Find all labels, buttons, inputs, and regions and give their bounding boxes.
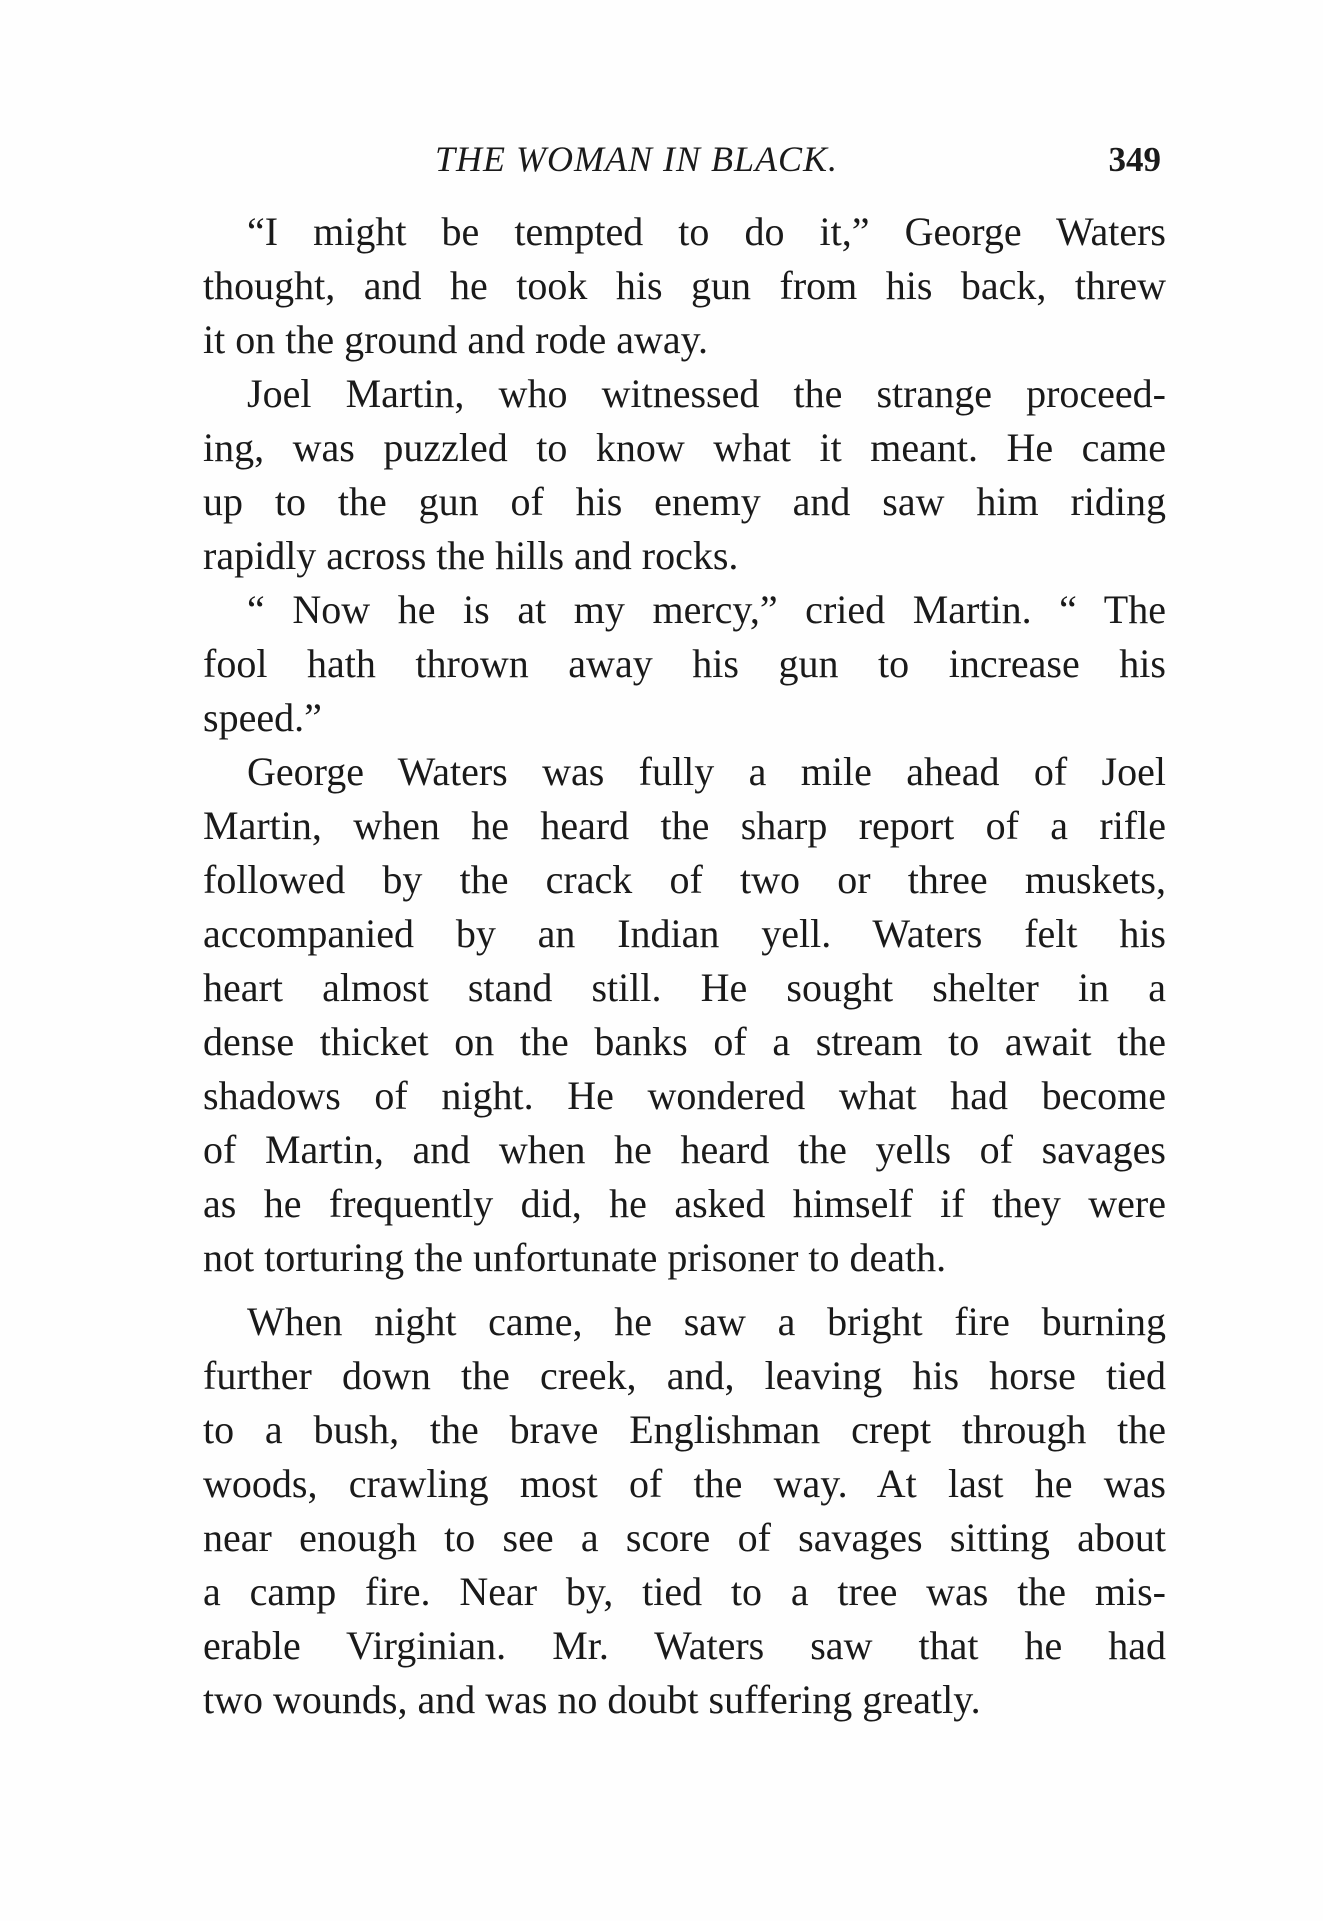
text-line: speed.” (203, 695, 322, 740)
text-line: two wounds, and was no doubt suffering greatly. (203, 1677, 981, 1722)
paragraph-3 (203, 583, 1166, 745)
text-line: accompanied by an Indian yell. Waters felt his (203, 911, 1166, 956)
text-line: woods, crawling most of the way. At last he was (203, 1461, 1166, 1506)
text-line: further down the creek, and, leaving his horse tied (203, 1353, 1166, 1398)
text-line: Joel Martin, who witnessed the strange proceed- (247, 371, 1166, 416)
text-line: to a bush, the brave Englishman crept through the (203, 1407, 1166, 1452)
text-line: ing, was puzzled to know what it meant. He came (203, 425, 1166, 470)
text-line: followed by the crack of two or three muskets, (203, 857, 1166, 902)
text-line: heart almost stand still. He sought shelter in a (203, 965, 1166, 1010)
running-head (205, 138, 1165, 188)
running-title: THE WOMAN IN BLACK. (435, 139, 839, 179)
paragraph-2 (203, 367, 1166, 583)
text-line: “I might be tempted to do it,” George Waters (247, 209, 1166, 254)
text-line: rapidly across the hills and rocks. (203, 533, 739, 578)
text-line: of Martin, and when he heard the yells of savages (203, 1127, 1166, 1172)
text-line: near enough to see a score of savages sitting about (203, 1515, 1166, 1560)
paragraph-5 (203, 1295, 1166, 1727)
text-line: a camp fire. Near by, tied to a tree was the mis- (203, 1569, 1166, 1614)
text-line: Martin, when he heard the sharp report of a rifle (203, 803, 1166, 848)
page-number: 349 (1108, 140, 1161, 179)
text-line: dense thicket on the banks of a stream to await the (203, 1019, 1166, 1064)
text-line: as he frequently did, he asked himself if they were (203, 1181, 1166, 1226)
text-line: When night came, he saw a bright fire burning (247, 1299, 1166, 1344)
text-line: shadows of night. He wondered what had become (203, 1073, 1166, 1118)
text-line: thought, and he took his gun from his back, threw (203, 263, 1166, 308)
body-text (203, 205, 1166, 1727)
text-line: fool hath thrown away his gun to increase his (203, 641, 1166, 686)
text-line: George Waters was fully a mile ahead of Joel (247, 749, 1166, 794)
text-line: up to the gun of his enemy and saw him riding (203, 479, 1166, 524)
paragraph-1 (203, 205, 1166, 367)
paragraph-4 (203, 745, 1166, 1285)
text-line: it on the ground and rode away. (203, 317, 709, 362)
text-line: “ Now he is at my mercy,” cried Martin. “ The (247, 587, 1166, 632)
text-line: not torturing the unfortunate prisoner to death. (203, 1235, 947, 1280)
text-line: erable Virginian. Mr. Waters saw that he had (203, 1623, 1166, 1668)
